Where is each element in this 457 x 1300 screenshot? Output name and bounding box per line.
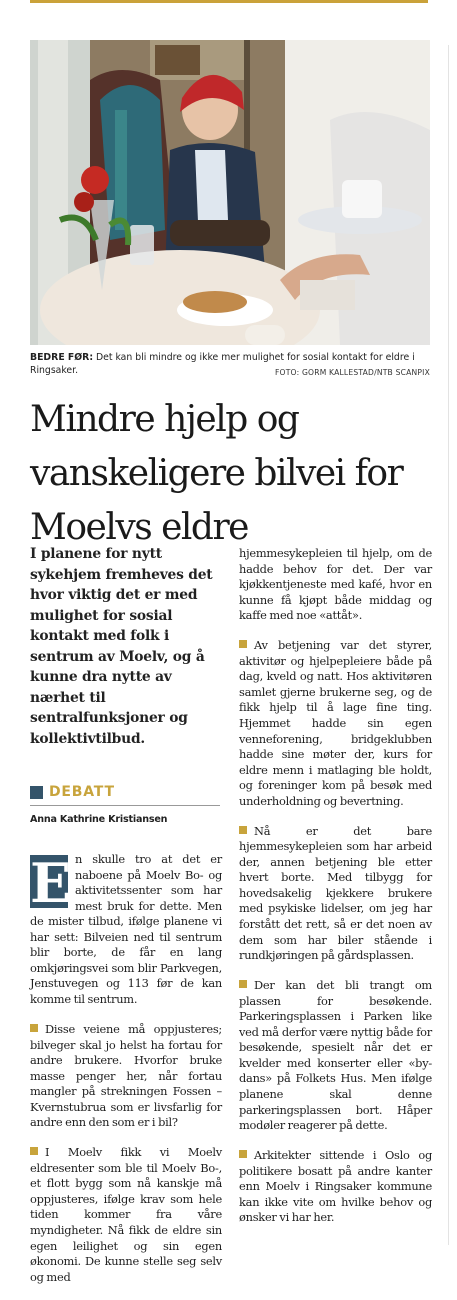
square-bullet-icon	[239, 980, 247, 988]
page-edge-line	[448, 45, 449, 1245]
paragraph	[239, 824, 432, 964]
paragraph	[239, 978, 432, 1133]
paragraph-text: Nå er det bare hjemmesykepleien som har arbeid der, annen betjening ble etter hvert borte. Med tilbygg for hovedsakelig kjekkere brukere med psykiske lidelser, om jeg har forstått det rett, så er det noen av dem som har biler stående i rundkjøringen på gårdsplassen.	[239, 823, 432, 963]
paragraph-text: Der kan det bli trangt om plassen for besøkende. Parkeringsplassen i Parken like ved må derfor være nyttig både for besøkende, spesielt når det er kvelder med konserter eller «by-dans» på Folkets Hus. Men ifølge planene skal denne parkeringsplassen bort. Håper modøler reagerer på dette.	[239, 978, 432, 1133]
paragraph-text: n skulle tro at det er naboene på Moelv Bo- og aktivitetssenter som har mest bruk for dette. Men de mister tilbud, ifølge planene vi har sett: Bilveien ned til sentrum blir borte, de får en lang omkjøringsvei som blir Parkvegen, Jenstuvegen og 113 før de kan komme til sentrum.	[30, 852, 222, 1006]
paragraph	[239, 638, 432, 809]
paragraph	[30, 1022, 222, 1131]
article-photo	[30, 40, 430, 345]
paragraph	[239, 1148, 432, 1226]
square-bullet-icon	[30, 1147, 38, 1155]
top-rule	[30, 0, 428, 3]
section-label	[30, 783, 220, 806]
article-column-2	[239, 546, 432, 1240]
paragraph	[239, 546, 432, 624]
square-bullet-icon	[30, 1024, 38, 1032]
drop-cap: E	[30, 851, 71, 915]
paragraph	[30, 852, 222, 1007]
section-square-icon	[30, 786, 43, 799]
square-bullet-icon	[239, 826, 247, 834]
headline: Mindre hjelp og vanskeligere bilvei for Moelvs eldre	[30, 399, 403, 548]
caption-text: Det kan bli mindre og ikke mer mulighet for sosial kontakt for eldre i Ringsaker.	[30, 352, 415, 376]
paragraph-text: Arkitekter sittende i Oslo og politikere bosatt på andre kanter enn Moelv i Ringsaker kommune kan ikke vite om hvilke behov og ønsker vi har her.	[239, 1148, 432, 1225]
lead-paragraph: I planene for nytt sykehjem fremheves det hvor viktig det er med mulighet for sosial kontakt med folk i sentrum av Moelv, og å kunne dra nytte av nærhet til sentralfunksjoner og kollektivtilbud.	[30, 546, 213, 747]
photo-credit: FOTO: GORM KALLESTAD/NTB SCANPIX	[274, 368, 430, 377]
paragraph-text: Disse veiene må oppjusteres; bilveger skal jo helst ha fortau for andre brukere. Hvorfor bruke masse penger her, når fortau mangler på strekningen Fossen – Kvernstubrua som er livsfarlig for andre enn den som er i bil?	[30, 1021, 222, 1130]
paragraph-text: I Moelv fikk vi Moelv eldresenter som ble til Moelv Bo-, et flott bygg som nå kanskje må oppjusteres, ifølge krav som hele tiden kommer fra våre myndigheter. Nå fikk de eldre sin egen leilighet og sin egen økonomi. De kunne stelle seg selv og med	[30, 1145, 222, 1284]
section-title: DEBATT	[49, 784, 115, 800]
paragraph-text: hjemmesykepleien til hjelp, om de hadde behov for det. Der var kjøkkentjeneste med kafé, hvor en kunne få kjøpt både middag og kaffe med noe «attåt».	[239, 546, 432, 623]
author-name: Anna Kathrine Kristiansen	[30, 814, 168, 825]
paragraph-text: Av betjening var det styrer, aktivitør og hjelpepleiere både på dag, kveld og natt. Hos aktivitøren samlet gjerne brukerne seg, og de fikk hjelp til å lage fine ting. Hjemmet hadde sin egen venneforening, bridgeklubben hadde sine møter der, kurs for eldre menn i matlaging ble holdt, og foreninger kom på besøk med underholdning og bevertning.	[239, 638, 432, 808]
article-column-1	[30, 852, 222, 1300]
paragraph	[30, 1145, 222, 1285]
square-bullet-icon	[239, 640, 247, 648]
square-bullet-icon	[239, 1150, 247, 1158]
photo-icon	[30, 40, 430, 345]
caption-label: BEDRE FØR:	[30, 352, 94, 363]
